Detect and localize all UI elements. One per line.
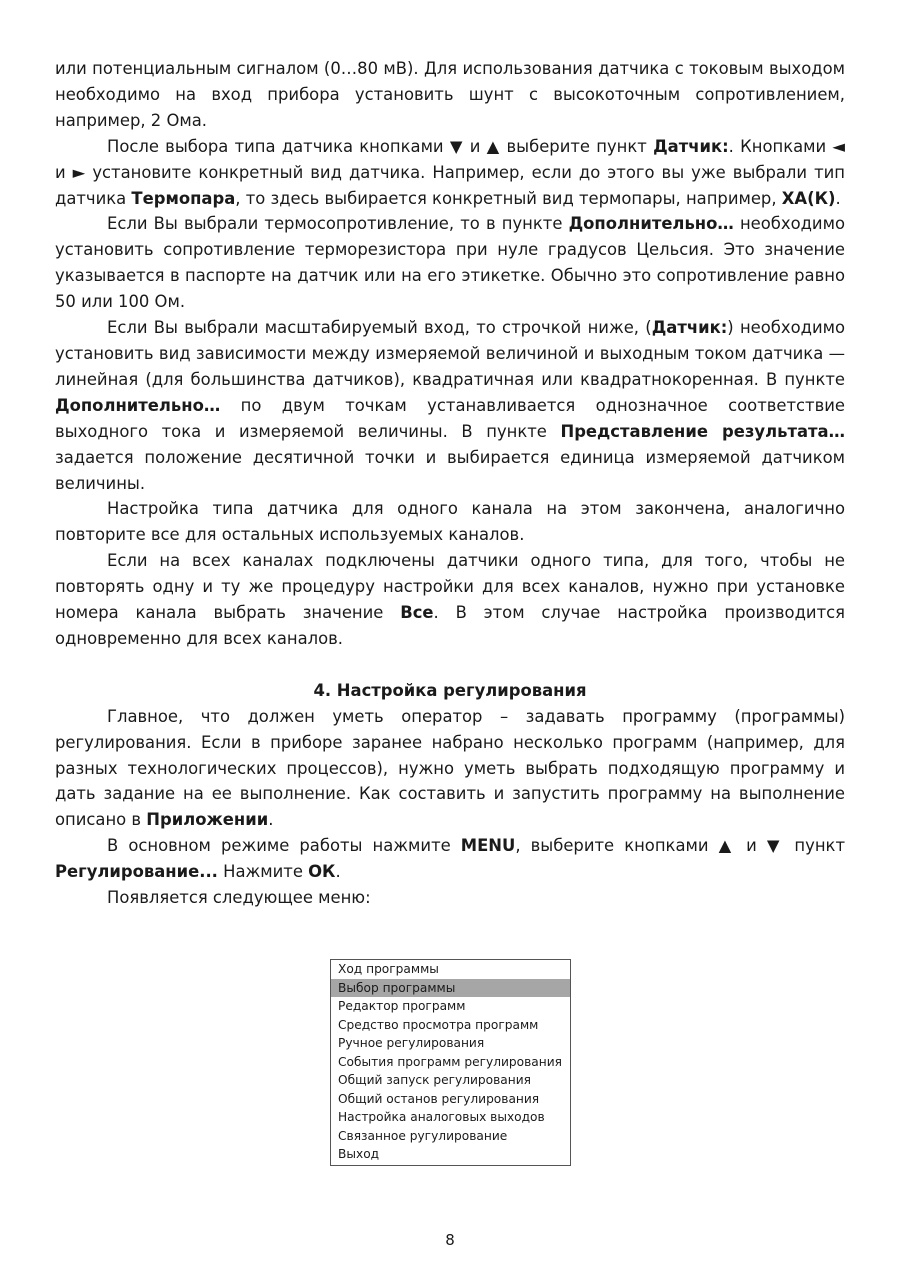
menu-item[interactable]: Ручное регулирования: [338, 1036, 485, 1050]
text-run: Если Вы выбрали термосопротивление, то в пункте: [107, 214, 569, 234]
paragraph: [55, 496, 845, 548]
bold-term: MENU: [460, 836, 516, 856]
bold-term: Датчик:: [653, 136, 729, 156]
text-run: Если Вы выбрали масштабируемый вход, то строчкой ниже, (: [107, 318, 652, 338]
paragraph: [55, 211, 845, 315]
menu-item[interactable]: Общий запуск регулирования: [338, 1073, 531, 1087]
menu-item[interactable]: Редактор программ: [338, 999, 466, 1013]
text-run: . Кнопками ◄ и ► установите конкретный вид датчика. Например, если до этого вы уже выбрали тип датчика: [55, 136, 846, 208]
paragraph: [55, 134, 845, 212]
text-run: Появляется следующее меню:: [107, 888, 371, 908]
body-text-section-1: [55, 56, 845, 652]
text-run: .: [268, 810, 274, 830]
menu-item[interactable]: Общий останов регулирования: [338, 1091, 540, 1106]
text-run: необходимо установить сопротивление терморезистора при нуле градусов Цельсия. Это значение указывается в паспорте на датчик или на его этикетке. Обычно это сопротивление равно 50 или 100 Ом.: [55, 214, 845, 312]
document-page: [55, 56, 845, 911]
paragraph: [55, 885, 845, 911]
bold-term: ОК: [308, 862, 336, 882]
paragraph: [55, 548, 845, 652]
menu-item[interactable]: Ход программы: [338, 962, 439, 976]
menu-item[interactable]: Средство просмотра программ: [338, 1017, 539, 1032]
text-run: .: [335, 862, 341, 882]
menu-item[interactable]: Связанное ругулирование: [338, 1128, 508, 1143]
menu-item[interactable]: Выбор программы: [331, 979, 570, 998]
bold-term: Датчик:: [651, 318, 728, 338]
text-run: В основном режиме работы нажмите: [107, 836, 461, 856]
text-run: , выберите кнопками ▲ и ▼ пункт: [515, 836, 845, 856]
menu-item[interactable]: Выход: [338, 1147, 380, 1161]
text-run: Если на всех каналах подключены датчики одного типа, для того, чтобы не повторять одну и ту же процедуру настройки для всех каналов, нужно при установке номера канала выбрать значение: [55, 551, 845, 623]
text-run: .: [835, 188, 841, 208]
regulation-menu: [330, 959, 571, 1166]
bold-term: Термопара: [131, 188, 236, 208]
text-run: Настройка типа датчика для одного канала на этом закончена, аналогично повторите все для остальных используемых каналов.: [55, 499, 845, 545]
section-heading: 4. Настройка регулирования: [313, 680, 587, 700]
menu-item[interactable]: Настройка аналоговых выходов: [338, 1110, 545, 1124]
text-run: задается положение десятичной точки и выбирается единица измеряемой датчиком величины.: [55, 447, 845, 493]
text-run: Главное, что должен уметь оператор – задавать программу (программы) регулирования. Если в приборе заранее набрано несколько программ (например, для разных технологических процессов), нужно уметь выбрать подходящую программу и дать задание на ее выполнение. Как составить и запустить программу на выполнение описано в: [55, 706, 845, 830]
bold-term: Дополнительно…: [568, 214, 734, 234]
page-number: 8: [445, 1231, 455, 1249]
text-run: , то здесь выбирается конкретный вид термопары, например,: [235, 188, 782, 208]
text-run: по двум точкам устанавливается однозначное соответствие выходного тока и измеряемой величины. В пункте: [55, 395, 845, 441]
paragraph: [55, 56, 845, 134]
bold-term: Все: [400, 603, 434, 623]
text-run: ) необходимо установить вид зависимости между измеряемой величиной и выходным током датчика — линейная (для большинства датчиков), квадратичная или квадратнокоренная. В пункте: [55, 318, 845, 389]
menu-item[interactable]: События программ регулирования: [338, 1054, 562, 1069]
bold-term: Представление результата…: [560, 421, 845, 441]
paragraph: [55, 315, 845, 496]
text-run: После выбора типа датчика кнопками ▼ и ▲ выберите пункт: [107, 136, 654, 156]
bold-term: ХА(К): [781, 188, 836, 208]
bold-term: Дополнительно…: [55, 395, 221, 415]
text-run: Нажмите: [217, 862, 309, 882]
body-text-section-2: [55, 704, 845, 911]
bold-term: Приложении: [146, 810, 269, 830]
paragraph: [55, 704, 845, 834]
text-run: или потенциальным сигналом (0…80 мВ). Для использования датчика с токовым выходом необходимо на вход прибора установить шунт с высокоточным сопротивлением, например, 2 Ома.: [55, 59, 845, 130]
bold-term: Регулирование...: [55, 862, 218, 882]
text-run: . В этом случае настройка производится одновременно для всех каналов.: [55, 603, 845, 648]
paragraph: [55, 833, 845, 885]
